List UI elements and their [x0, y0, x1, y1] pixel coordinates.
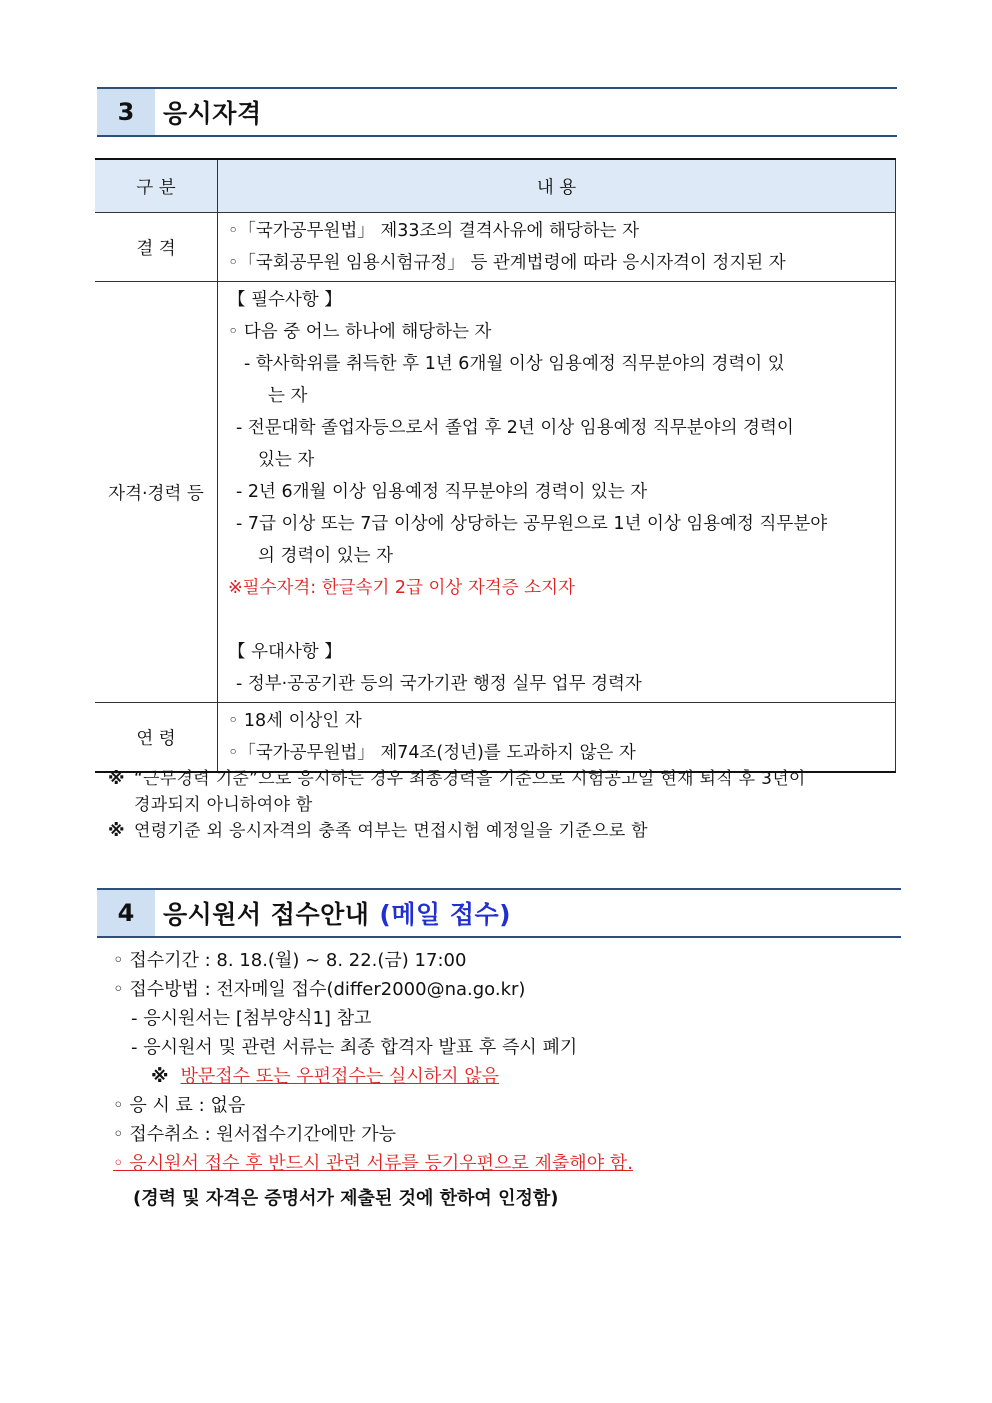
- list-item: 는 자: [268, 386, 308, 406]
- row-category-disqualification: 결 격: [95, 213, 218, 282]
- list-item: - 7급 이상 또는 7급 이상에 상당하는 공무원으로 1년 이상 임용예정 직무분야: [236, 514, 828, 534]
- list-item: ◦ 다음 중 어느 하나에 해당하는 자: [228, 322, 492, 342]
- row-content: [218, 703, 896, 773]
- header-category: 구 분: [95, 159, 218, 213]
- reference-mark-icon: ※: [151, 1066, 169, 1087]
- table-row: [95, 703, 896, 773]
- required-qualification-note: ※필수자격: 한글속기 2급 이상 자격증 소지자: [228, 578, 575, 598]
- note-text: 연령기준 외 응시자격의 충족 여부는 면접시험 예정일을 기준으로 함: [134, 821, 648, 841]
- list-item: ◦「국회공무원 임용시험규정」 등 관계법령에 따라 응시자격이 정지된 자: [228, 253, 786, 273]
- list-item: 있는 자: [258, 450, 315, 470]
- application-warning: [113, 1062, 903, 1091]
- list-item: - 2년 6개월 이상 임용예정 직무분야의 경력이 있는 자: [236, 482, 648, 502]
- list-item: - 전문대학 졸업자등으로서 졸업 후 2년 이상 임용예정 직무분야의 경력이: [236, 418, 794, 438]
- list-item: ◦ 18세 이상인 자: [228, 711, 362, 731]
- application-method: ◦ 접수방법 : 전자메일 접수(differ2000@na.go.kr): [113, 979, 526, 1000]
- section-number: 3: [97, 89, 155, 135]
- list-item: 의 경력이 있는 자: [258, 546, 394, 566]
- header-content: 내 용: [218, 159, 896, 213]
- table-row: [95, 213, 896, 282]
- row-category-qualification: 자격·경력 등: [95, 282, 218, 703]
- reference-mark-icon: ※: [108, 769, 125, 789]
- section-title: [163, 89, 262, 135]
- note-item: [108, 766, 898, 818]
- application-fee: ◦ 응 시 료 : 없음: [113, 1095, 246, 1116]
- section-number: 4: [97, 890, 155, 936]
- note-text: 경과되지 아니하여야 함: [134, 795, 313, 815]
- section-title-text: 응시원서 접수안내: [163, 900, 370, 929]
- spacer: [228, 604, 885, 636]
- list-item: - 정부·공공기관 등의 국가기관 행정 실무 업무 경력자: [236, 674, 642, 694]
- table-header-row: [95, 159, 896, 213]
- table-row: [95, 282, 896, 703]
- qualification-table: [95, 158, 896, 773]
- note-item: [108, 818, 898, 844]
- reference-mark-icon: ※: [108, 821, 125, 841]
- application-cancel: ◦ 접수취소 : 원서접수기간에만 가능: [113, 1124, 396, 1145]
- row-content: [218, 213, 896, 282]
- row-content: [218, 282, 896, 703]
- section-title-accent: (메일 접수): [379, 900, 512, 929]
- list-item: 【 필수사항 】: [228, 290, 342, 310]
- final-note: (경력 및 자격은 증명서가 제출된 것에 한하여 인정함): [133, 1188, 559, 1209]
- row-category-age: 연 령: [95, 703, 218, 773]
- notes: [108, 766, 898, 844]
- application-info: [113, 946, 903, 1213]
- list-item: 【 우대사항 】: [228, 642, 342, 662]
- note-text: “근무경력 기준”으로 응시하는 경우 최종경력을 기준으로 시험공고일 현재 퇴직 후 3년이: [134, 769, 806, 789]
- list-item: ◦「국가공무원법」 제74조(정년)를 도과하지 않은 자: [228, 743, 636, 763]
- application-period: ◦ 접수기간 : 8. 18.(월) ~ 8. 22.(금) 17:00: [113, 950, 467, 971]
- section-title: [163, 890, 511, 936]
- section-3-header: [97, 87, 897, 137]
- warning-text: 방문접수 또는 우편접수는 실시하지 않음: [180, 1066, 499, 1087]
- mandatory-notice: ◦ 응시원서 접수 후 반드시 관련 서류를 등기우편으로 제출해야 함.: [113, 1153, 633, 1174]
- section-title-text: 응시자격: [163, 99, 262, 128]
- application-sub-item: - 응시원서는 [첨부양식1] 참고: [131, 1008, 372, 1029]
- list-item: ◦「국가공무원법」 제33조의 결격사유에 해당하는 자: [228, 221, 640, 241]
- list-item: - 학사학위를 취득한 후 1년 6개월 이상 임용예정 직무분야의 경력이 있: [244, 354, 785, 374]
- section-4-header: [97, 888, 901, 938]
- application-sub-item: - 응시원서 및 관련 서류는 최종 합격자 발표 후 즉시 폐기: [131, 1037, 578, 1058]
